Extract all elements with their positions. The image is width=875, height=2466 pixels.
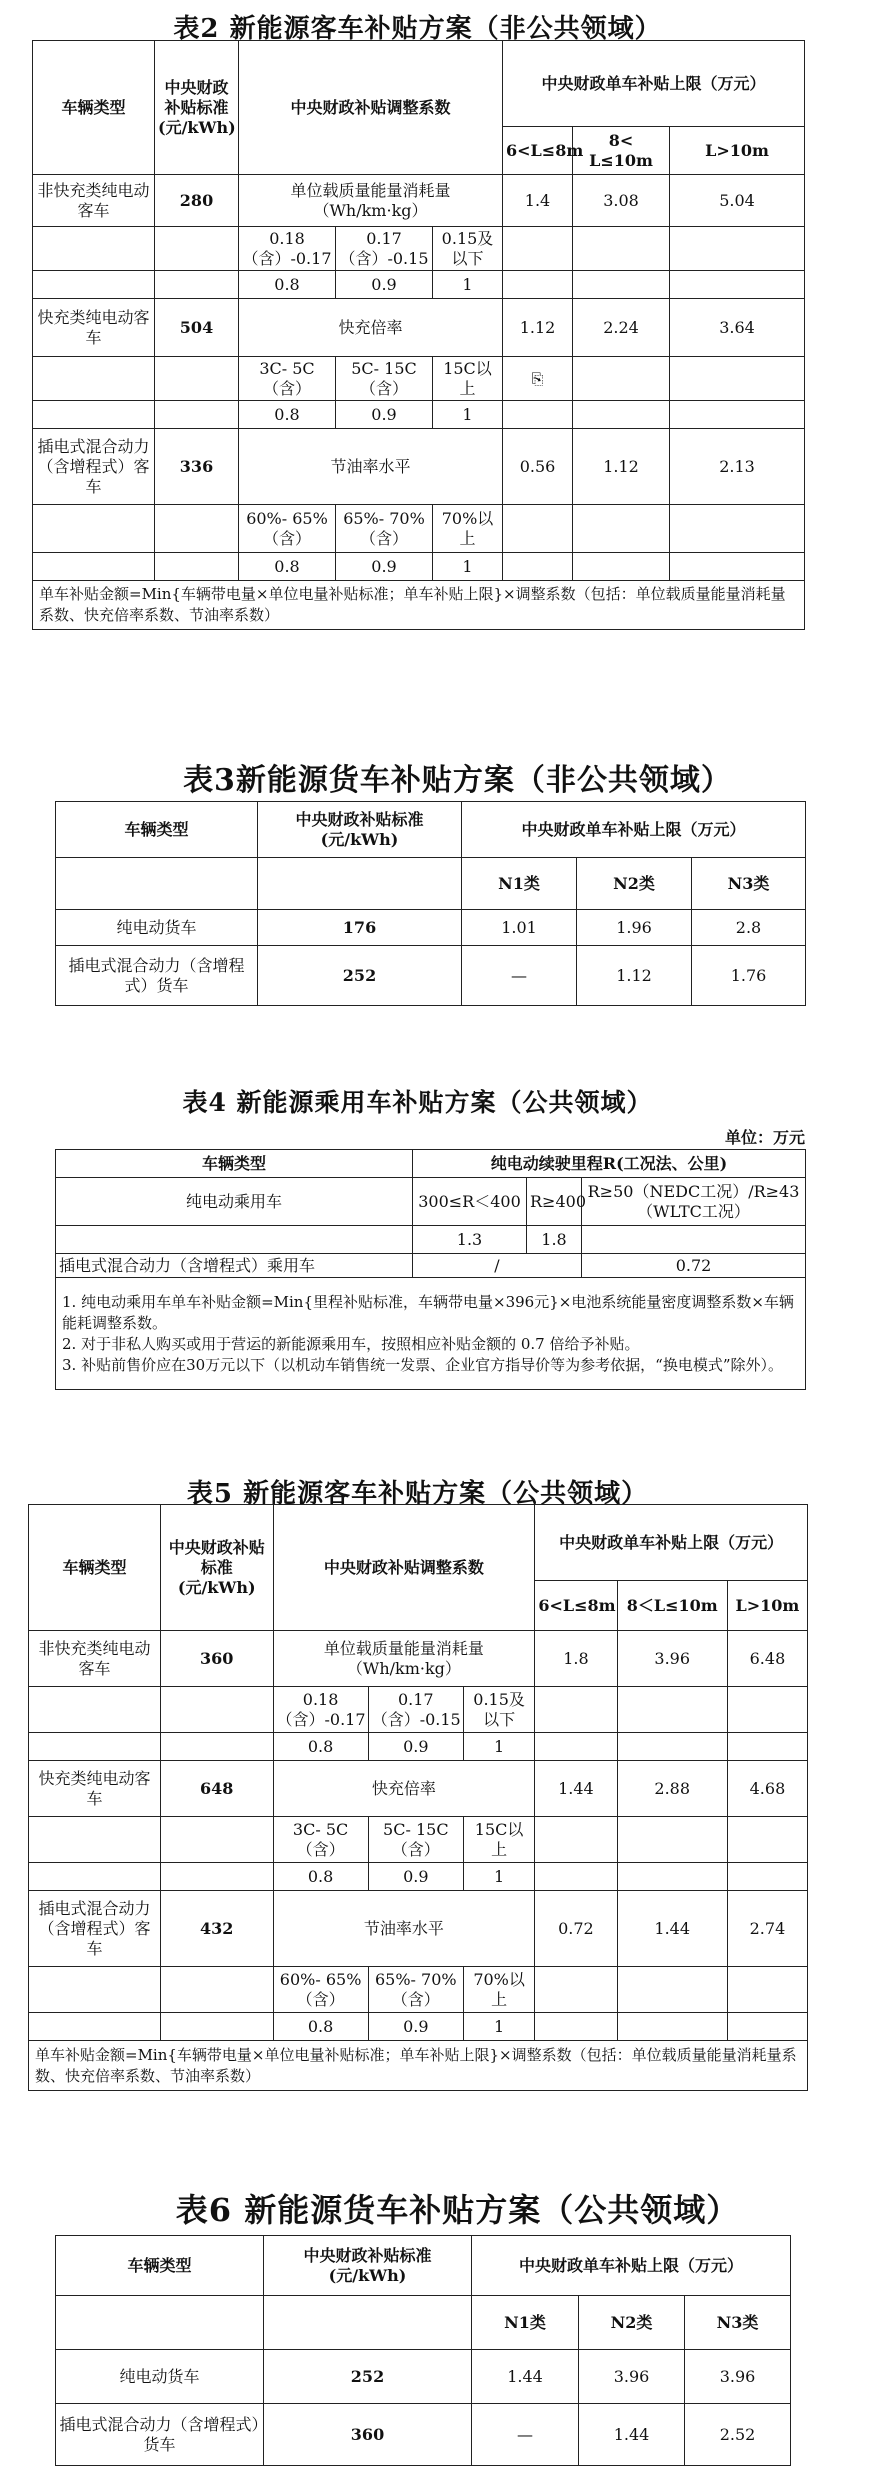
t5-footnote: 单车补贴金额=Min{车辆带电量×单位电量补贴标准；单车补贴上限}×调整系数（包括：单位载质量能量消耗量系数、快充倍率系数、节油率系数）: [29, 2041, 808, 2091]
t5-row3-coef1: 0.8: [273, 2013, 368, 2041]
t6-header-cap: 中央财政单车补贴上限（万元）: [472, 2236, 791, 2296]
t3-row2-name: 插电式混合动力（含增程式）货车: [56, 946, 258, 1006]
table3: [55, 801, 806, 1006]
t5-row2-cap3: 4.68: [727, 1761, 807, 1817]
t5-row3-band3: 70%以上: [463, 1967, 534, 2013]
t5-row2-standard: 648: [160, 1761, 273, 1817]
t5-row1-coef3: 1: [463, 1733, 534, 1761]
t4-footnotes: [56, 1278, 806, 1390]
t5-row2-band2: 5C- 15C（含）: [368, 1817, 463, 1863]
t2-header-type: 车辆类型: [33, 41, 155, 175]
t5-row2-cap2: 2.88: [617, 1761, 727, 1817]
t5-col-6-8m: 6<L≤8m: [535, 1581, 617, 1631]
t2-row1-cap1: 1.4: [503, 175, 573, 227]
t5-row1-cap2: 3.96: [617, 1631, 727, 1687]
t5-row1-desc: 单位载质量能量消耗量（Wh/km·kg）: [273, 1631, 535, 1687]
t2-row2-cap3: 3.64: [670, 299, 805, 357]
t2-row1-cap2: 3.08: [573, 175, 670, 227]
t6-row2-n3: 2.52: [685, 2404, 791, 2466]
t5-row1-standard: 360: [160, 1631, 273, 1687]
t4-phev-slash: /: [413, 1254, 582, 1278]
t5-row1-coef1: 0.8: [273, 1733, 368, 1761]
table5-title: 表5 新能源客车补贴方案（公共领域）: [186, 1479, 649, 1509]
t2-row2-desc: 快充倍率: [239, 299, 503, 357]
t2-row2-coef2: 0.9: [336, 401, 433, 429]
t2-row1-coef2: 0.9: [336, 271, 433, 299]
t2-row3-band2: 65%- 70%（含）: [336, 505, 433, 553]
t5-row3-coef3: 1: [463, 2013, 534, 2041]
t6-row2-name: 插电式混合动力（含增程式）货车: [56, 2404, 264, 2466]
t2-row1-band3: 0.15及以下: [433, 227, 503, 271]
table4-title: 表4 新能源乘用车补贴方案（公共领域）: [182, 1088, 653, 1117]
t2-col-8-10m: 8< L≤10m: [573, 127, 670, 175]
t5-row1-coef2: 0.9: [368, 1733, 463, 1761]
t6-row1-standard: 252: [264, 2350, 472, 2404]
t5-row2-desc: 快充倍率: [273, 1761, 535, 1817]
t4-col-400: R≥400: [527, 1178, 582, 1226]
t5-header-type: 车辆类型: [29, 1505, 161, 1631]
t3-row1-n1: 1.01: [462, 910, 577, 946]
t5-row3-coef2: 0.9: [368, 2013, 463, 2041]
t5-row3-desc: 节油率水平: [273, 1891, 535, 1967]
t4-note-1: 1. 纯电动乘用车单车补贴金额=Min{里程补贴标准，车辆带电量×396元}×电池系统能量密度调整系数×车辆能耗调整系数。: [62, 1292, 794, 1332]
t6-row1-name: 纯电动货车: [56, 2350, 264, 2404]
t5-row3-band2: 65%- 70%（含）: [368, 1967, 463, 2013]
t3-col-n1: N1类: [462, 858, 577, 910]
t5-row2-name: 快充类纯电动客车: [29, 1761, 161, 1817]
t6-header-type: 车辆类型: [56, 2236, 264, 2296]
t5-row1-band2: 0.17（含）-0.15: [368, 1687, 463, 1733]
t2-header-cap: 中央财政单车补贴上限（万元）: [503, 41, 805, 127]
t5-row3-band1: 60%- 65%（含）: [273, 1967, 368, 2013]
t6-row2-standard: 360: [264, 2404, 472, 2466]
t2-col-6-8m: 6<L≤8m: [503, 127, 573, 175]
t2-row1-desc: 单位载质量能量消耗量（Wh/km·kg）: [239, 175, 503, 227]
t4-col-phev-range: R≥50（NEDC工况）/R≥43（WLTC工况）: [582, 1178, 806, 1226]
t4-header-range: 纯电动续驶里程R(工况法、公里): [413, 1150, 806, 1178]
t4-phev-cap: 0.72: [582, 1254, 806, 1278]
t2-footnote: 单车补贴金额=Min{车辆带电量×单位电量补贴标准；单车补贴上限}×调整系数（包括：单位载质量能量消耗量系数、快充倍率系数、节油率系数）: [33, 581, 805, 630]
t2-row3-cap2: 1.12: [573, 429, 670, 505]
t6-row1-n1: 1.44: [472, 2350, 579, 2404]
t2-row2-name: 快充类纯电动客车: [33, 299, 155, 357]
t6-col-n2: N2类: [579, 2296, 685, 2350]
t5-row1-band1: 0.18（含）-0.17: [273, 1687, 368, 1733]
t2-row1-standard: 280: [155, 175, 239, 227]
t5-header-coefficient: 中央财政补贴调整系数: [273, 1505, 535, 1631]
t3-row1-n2: 1.96: [577, 910, 692, 946]
t6-row1-n3: 3.96: [685, 2350, 791, 2404]
t2-row3-band3: 70%以上: [433, 505, 503, 553]
t2-row2-cap2: 2.24: [573, 299, 670, 357]
t3-col-n2: N2类: [577, 858, 692, 910]
stamp-icon: ⎘: [503, 357, 573, 401]
t6-header-standard: 中央财政补贴标准(元/kWh): [264, 2236, 472, 2296]
t4-bev-cap1: 1.3: [413, 1226, 527, 1254]
t5-row1-band3: 0.15及以下: [463, 1687, 534, 1733]
t3-header-type: 车辆类型: [56, 802, 258, 858]
table5: [28, 1504, 808, 2091]
t3-col-n3: N3类: [692, 858, 806, 910]
table4: [55, 1149, 806, 1390]
t2-row3-name: 插电式混合动力（含增程式）客车: [33, 429, 155, 505]
t2-row3-band1: 60%- 65%（含）: [239, 505, 336, 553]
t6-row2-n2: 1.44: [579, 2404, 685, 2466]
t2-row2-band2: 5C- 15C（含）: [336, 357, 433, 401]
t2-row2-cap1: 1.12: [503, 299, 573, 357]
t3-row1-n3: 2.8: [692, 910, 806, 946]
t2-row3-coef1: 0.8: [239, 553, 336, 581]
t4-note-3: 3. 补贴前售价应在30万元以下（以机动车销售统一发票、企业官方指导价等为参考依据，“换电模式”除外）。: [62, 1355, 784, 1374]
t2-row3-desc: 节油率水平: [239, 429, 503, 505]
t2-row3-cap1: 0.56: [503, 429, 573, 505]
t2-row3-coef3: 1: [433, 553, 503, 581]
t2-row1-band2: 0.17（含）-0.15: [336, 227, 433, 271]
t2-row2-coef1: 0.8: [239, 401, 336, 429]
t4-header-type: 车辆类型: [56, 1150, 413, 1178]
t2-row2-standard: 504: [155, 299, 239, 357]
table2: [32, 40, 805, 630]
t5-row3-name: 插电式混合动力（含增程式）客车: [29, 1891, 161, 1967]
t2-row2-coef3: 1: [433, 401, 503, 429]
t4-unit: 单位：万元: [724, 1128, 805, 1147]
t2-row1-band1: 0.18（含）-0.17: [239, 227, 336, 271]
t5-col-10m: L>10m: [727, 1581, 807, 1631]
t3-header-standard: 中央财政补贴标准(元/kWh): [258, 802, 462, 858]
table2-title: 表2 新能源客车补贴方案（非公共领域）: [173, 14, 662, 44]
t6-col-n1: N1类: [472, 2296, 579, 2350]
t5-row2-band3: 15C以上: [463, 1817, 534, 1863]
t5-row3-standard: 432: [160, 1891, 273, 1967]
t4-bev-cap2: 1.8: [527, 1226, 582, 1254]
t6-row2-n1: —: [472, 2404, 579, 2466]
t3-row2-n2: 1.12: [577, 946, 692, 1006]
t2-row1-cap3: 5.04: [670, 175, 805, 227]
t2-header-standard: 中央财政补贴标准(元/kWh): [155, 41, 239, 175]
t2-row3-cap3: 2.13: [670, 429, 805, 505]
t6-row1-n2: 3.96: [579, 2350, 685, 2404]
t5-header-cap: 中央财政单车补贴上限（万元）: [535, 1505, 808, 1581]
t2-header-coefficient: 中央财政补贴调整系数: [239, 41, 503, 175]
t5-row3-cap2: 1.44: [617, 1891, 727, 1967]
t5-row1-cap1: 1.8: [535, 1631, 617, 1687]
t5-row3-cap3: 2.74: [727, 1891, 807, 1967]
t3-row2-n3: 1.76: [692, 946, 806, 1006]
t5-row2-coef3: 1: [463, 1863, 534, 1891]
t4-bev-name: 纯电动乘用车: [56, 1178, 413, 1226]
t4-col-300-400: 300≤R＜400: [413, 1178, 527, 1226]
t4-note-2: 2. 对于非私人购买或用于营运的新能源乘用车，按照相应补贴金额的 0.7 倍给予补贴。: [62, 1334, 640, 1353]
table6: [55, 2235, 791, 2466]
t2-row2-band1: 3C- 5C（含）: [239, 357, 336, 401]
t3-row1-standard: 176: [258, 910, 462, 946]
t5-col-8-10m: 8＜L≤10m: [617, 1581, 727, 1631]
t3-row1-name: 纯电动货车: [56, 910, 258, 946]
t2-row1-coef3: 1: [433, 271, 503, 299]
t5-row2-coef1: 0.8: [273, 1863, 368, 1891]
t2-row3-standard: 336: [155, 429, 239, 505]
t2-row2-band3: 15C以上: [433, 357, 503, 401]
t3-header-cap: 中央财政单车补贴上限（万元）: [462, 802, 806, 858]
t4-phev-name: 插电式混合动力（含增程式）乘用车: [56, 1254, 413, 1278]
t5-row3-cap1: 0.72: [535, 1891, 617, 1967]
t5-row2-band1: 3C- 5C（含）: [273, 1817, 368, 1863]
t2-row1-name: 非快充类纯电动客车: [33, 175, 155, 227]
t5-row2-coef2: 0.9: [368, 1863, 463, 1891]
t5-row1-cap3: 6.48: [727, 1631, 807, 1687]
table6-title: 表6 新能源货车补贴方案（公共领域）: [175, 2191, 740, 2229]
t2-row3-coef2: 0.9: [336, 553, 433, 581]
t3-row2-n1: —: [462, 946, 577, 1006]
t5-row2-cap1: 1.44: [535, 1761, 617, 1817]
t6-col-n3: N3类: [685, 2296, 791, 2350]
table3-title: 表3新能源货车补贴方案（非公共领域）: [183, 763, 732, 798]
t2-row1-coef1: 0.8: [239, 271, 336, 299]
t5-row1-name: 非快充类纯电动客车: [29, 1631, 161, 1687]
t2-col-10m: L>10m: [670, 127, 805, 175]
t5-header-standard: 中央财政补贴标准(元/kWh): [160, 1505, 273, 1631]
t3-row2-standard: 252: [258, 946, 462, 1006]
